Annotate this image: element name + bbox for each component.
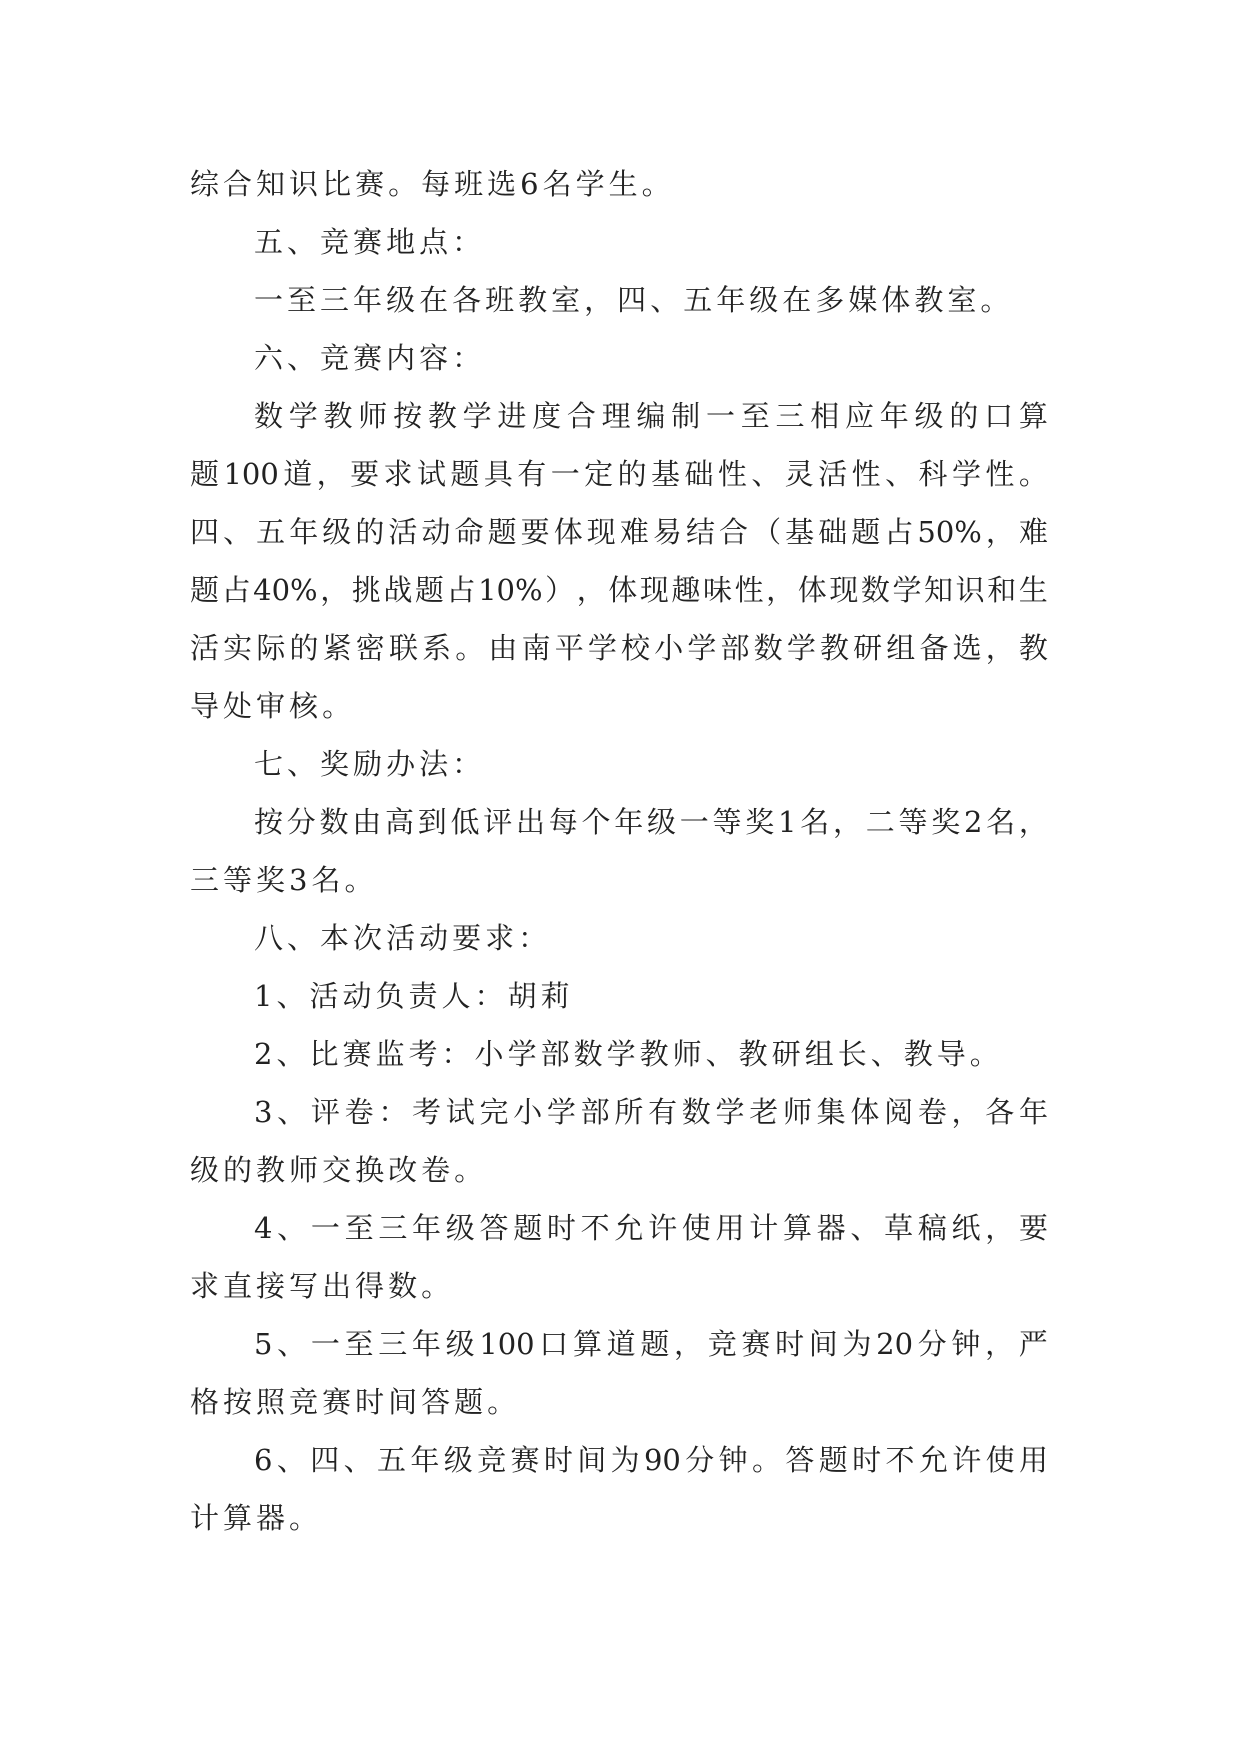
list-item: 1 、 活 动 负 责 人 ： 胡 莉 bbox=[254, 979, 570, 1013]
text-line: 按 分 数 由 高 到 低 评 出 每 个 年 级 一 等 奖 1 名 ， 二 等 奖 2 名 ， bbox=[254, 805, 1048, 839]
text-line: 格 按 照 竞 赛 时 间 答 题 。 bbox=[190, 1385, 517, 1419]
section-heading: 六 、 竞 赛 内 容 ： bbox=[254, 341, 482, 375]
list-item: 6 、 四 、 五 年 级 竞 赛 时 间 为 90 分 钟 。 答 题 时 不 允 许 使 用 bbox=[254, 1443, 1048, 1477]
text-line: 三 等 奖 3 名 。 bbox=[190, 863, 374, 897]
text-line: 综 合 知 识 比 赛 。 每 班 选 6 名 学 生 。 bbox=[190, 167, 671, 201]
text-line: 数 学 教 师 按 教 学 进 度 合 理 编 制 一 至 三 相 应 年 级 的 口 算 bbox=[254, 399, 1048, 433]
section-heading: 七 、 奖 励 办 法 ： bbox=[254, 747, 482, 781]
text-line: 导 处 审 核 。 bbox=[190, 689, 352, 723]
section-heading: 五 、 竞 赛 地 点 ： bbox=[254, 225, 482, 259]
text-line: 活 实 际 的 紧 密 联 系 。 由 南 平 学 校 小 学 部 数 学 教 研 组 备 选 ， 教 bbox=[190, 631, 1048, 665]
list-item: 5 、 一 至 三 年 级 100 口 算 道 题 ， 竞 赛 时 间 为 20 分 钟 ， 严 bbox=[254, 1327, 1048, 1361]
text-line: 计 算 器 。 bbox=[190, 1501, 319, 1535]
text-line: 求 直 接 写 出 得 数 。 bbox=[190, 1269, 451, 1303]
text-line: 题 100 道 ， 要 求 试 题 具 有 一 定 的 基 础 性 、 灵 活 性 、 科 学 性 。 bbox=[190, 457, 1048, 491]
list-item: 2 、 比 赛 监 考 ： 小 学 部 数 学 教 师 、 教 研 组 长 、 教 导 。 bbox=[254, 1037, 999, 1071]
section-heading: 八 、 本 次 活 动 要 求 ： bbox=[254, 921, 548, 955]
list-item: 3 、 评 卷 ： 考 试 完 小 学 部 所 有 数 学 老 师 集 体 阅 卷 ， 各 年 bbox=[254, 1095, 1048, 1129]
text-line: 题 占 40% ， 挑 战 题 占 10% ） ， 体 现 趣 味 性 ， 体 现 数 学 知 识 和 生 bbox=[190, 573, 1048, 607]
text-line: 一 至 三 年 级 在 各 班 教 室 ， 四 、 五 年 级 在 多 媒 体 教 室 。 bbox=[254, 283, 1010, 317]
text-line: 四 、 五 年 级 的 活 动 命 题 要 体 现 难 易 结 合 （ 基 础 题 占 50% ， 难 bbox=[190, 515, 1048, 549]
list-item: 4 、 一 至 三 年 级 答 题 时 不 允 许 使 用 计 算 器 、 草 稿 纸 ， 要 bbox=[254, 1211, 1048, 1245]
text-line: 级 的 教 师 交 换 改 卷 。 bbox=[190, 1153, 484, 1187]
